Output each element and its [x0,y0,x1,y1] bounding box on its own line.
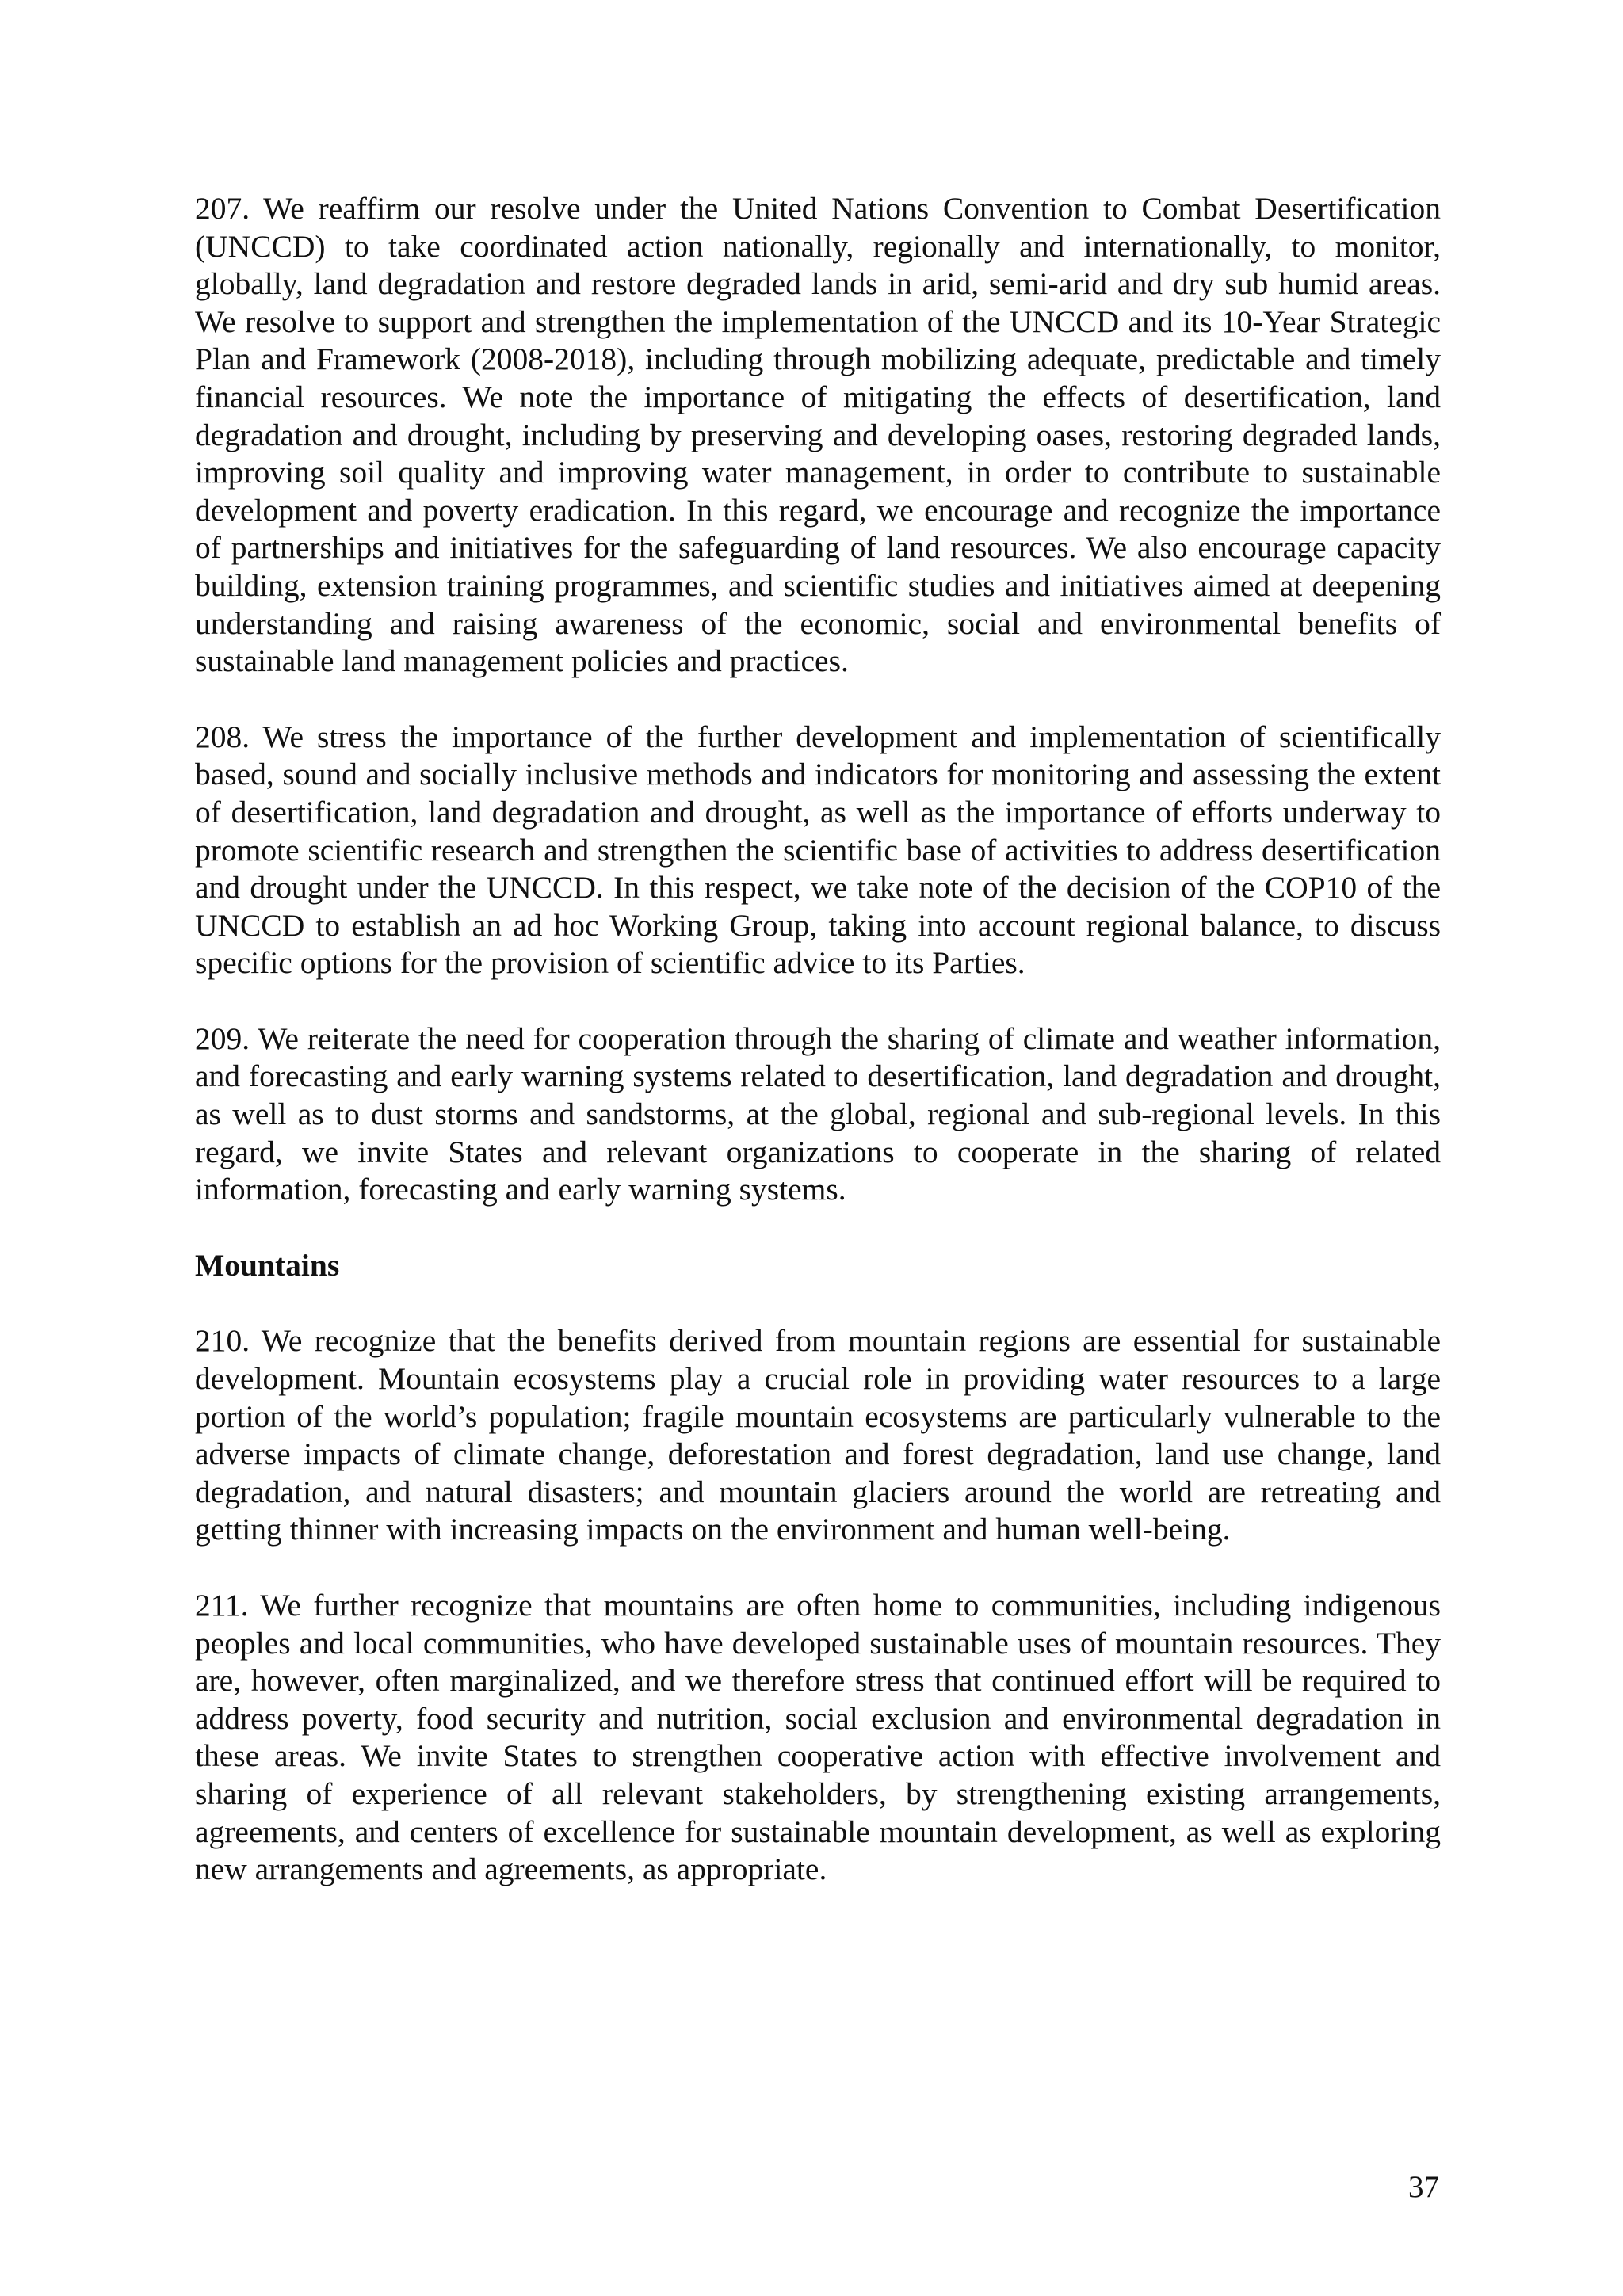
section-heading-mountains: Mountains [195,1247,340,1283]
document-body [195,190,1441,1927]
paragraph-209: 209. We reiterate the need for cooperation through the sharing of climate and weather information, and forecasting and early warning systems related to desertification, land degradation and drought, as well as to dust storms and sandstorms, at the global, regional and sub-regional levels. In this regard, we invite States and relevant organizations to cooperate in the sharing of related information, forecasting and early warning systems. [195,1020,1441,1207]
page-number: 37 [1408,2170,1439,2204]
paragraph-211: 211. We further recognize that mountains are often home to communities, including indigenous peoples and local communities, who have developed sustainable uses of mountain resources. They are, however, often marginalized, and we therefore stress that continued effort will be required to address poverty, food security and nutrition, social exclusion and environmental degradation in these areas. We invite States to strengthen cooperative action with effective involvement and sharing of experience of all relevant stakeholders, by strengthening existing arrangements, agreements, and centers of excellence for sustainable mountain development, as well as exploring new arrangements and agreements, as appropriate. [195,1588,1441,1887]
paragraph-210: 210. We recognize that the benefits derived from mountain regions are essential for sustainable development. Mountain ecosystems play a crucial role in providing water resources to a large portion of the world’s population; fragile mountain ecosystems are particularly vulnerable to the adverse impacts of climate change, deforestation and forest degradation, land use change, land degradation, and natural disasters; and mountain glaciers around the world are retreating and getting thinner with increasing impacts on the environment and human well-being. [195,1323,1441,1547]
paragraph-208: 208. We stress the importance of the further development and implementation of scientifically based, sound and socially inclusive methods and indicators for monitoring and assessing the extent of desertification, land degradation and drought, as well as the importance of efforts underway to promote scientific research and strengthen the scientific base of activities to address desertification and drought under the UNCCD. In this respect, we take note of the decision of the COP10 of the UNCCD to establish an ad hoc Working Group, taking into account regional balance, to discuss specific options for the provision of scientific advice to its Parties. [195,719,1441,981]
paragraph-207: 207. We reaffirm our resolve under the United Nations Convention to Combat Desertification (UNCCD) to take coordinated action nationally, regionally and internationally, to monitor, globally, land degradation and restore degraded lands in arid, semi-arid and dry sub humid areas. We resolve to support and strengthen the implementation of the UNCCD and its 10-Year Strategic Plan and Framework (2008-2018), including through mobilizing adequate, predictable and timely financial resources. We note the importance of mitigating the effects of desertification, land degradation and drought, including by preserving and developing oases, restoring degraded lands, improving soil quality and improving water management, in order to contribute to sustainable development and poverty eradication. In this regard, we encourage and recognize the importance of partnerships and initiatives for the safeguarding of land resources. We also encourage capacity building, extension training programmes, and scientific studies and initiatives aimed at deepening understanding and raising awareness of the economic, social and environmental benefits of sustainable land management policies and practices. [195,191,1441,679]
